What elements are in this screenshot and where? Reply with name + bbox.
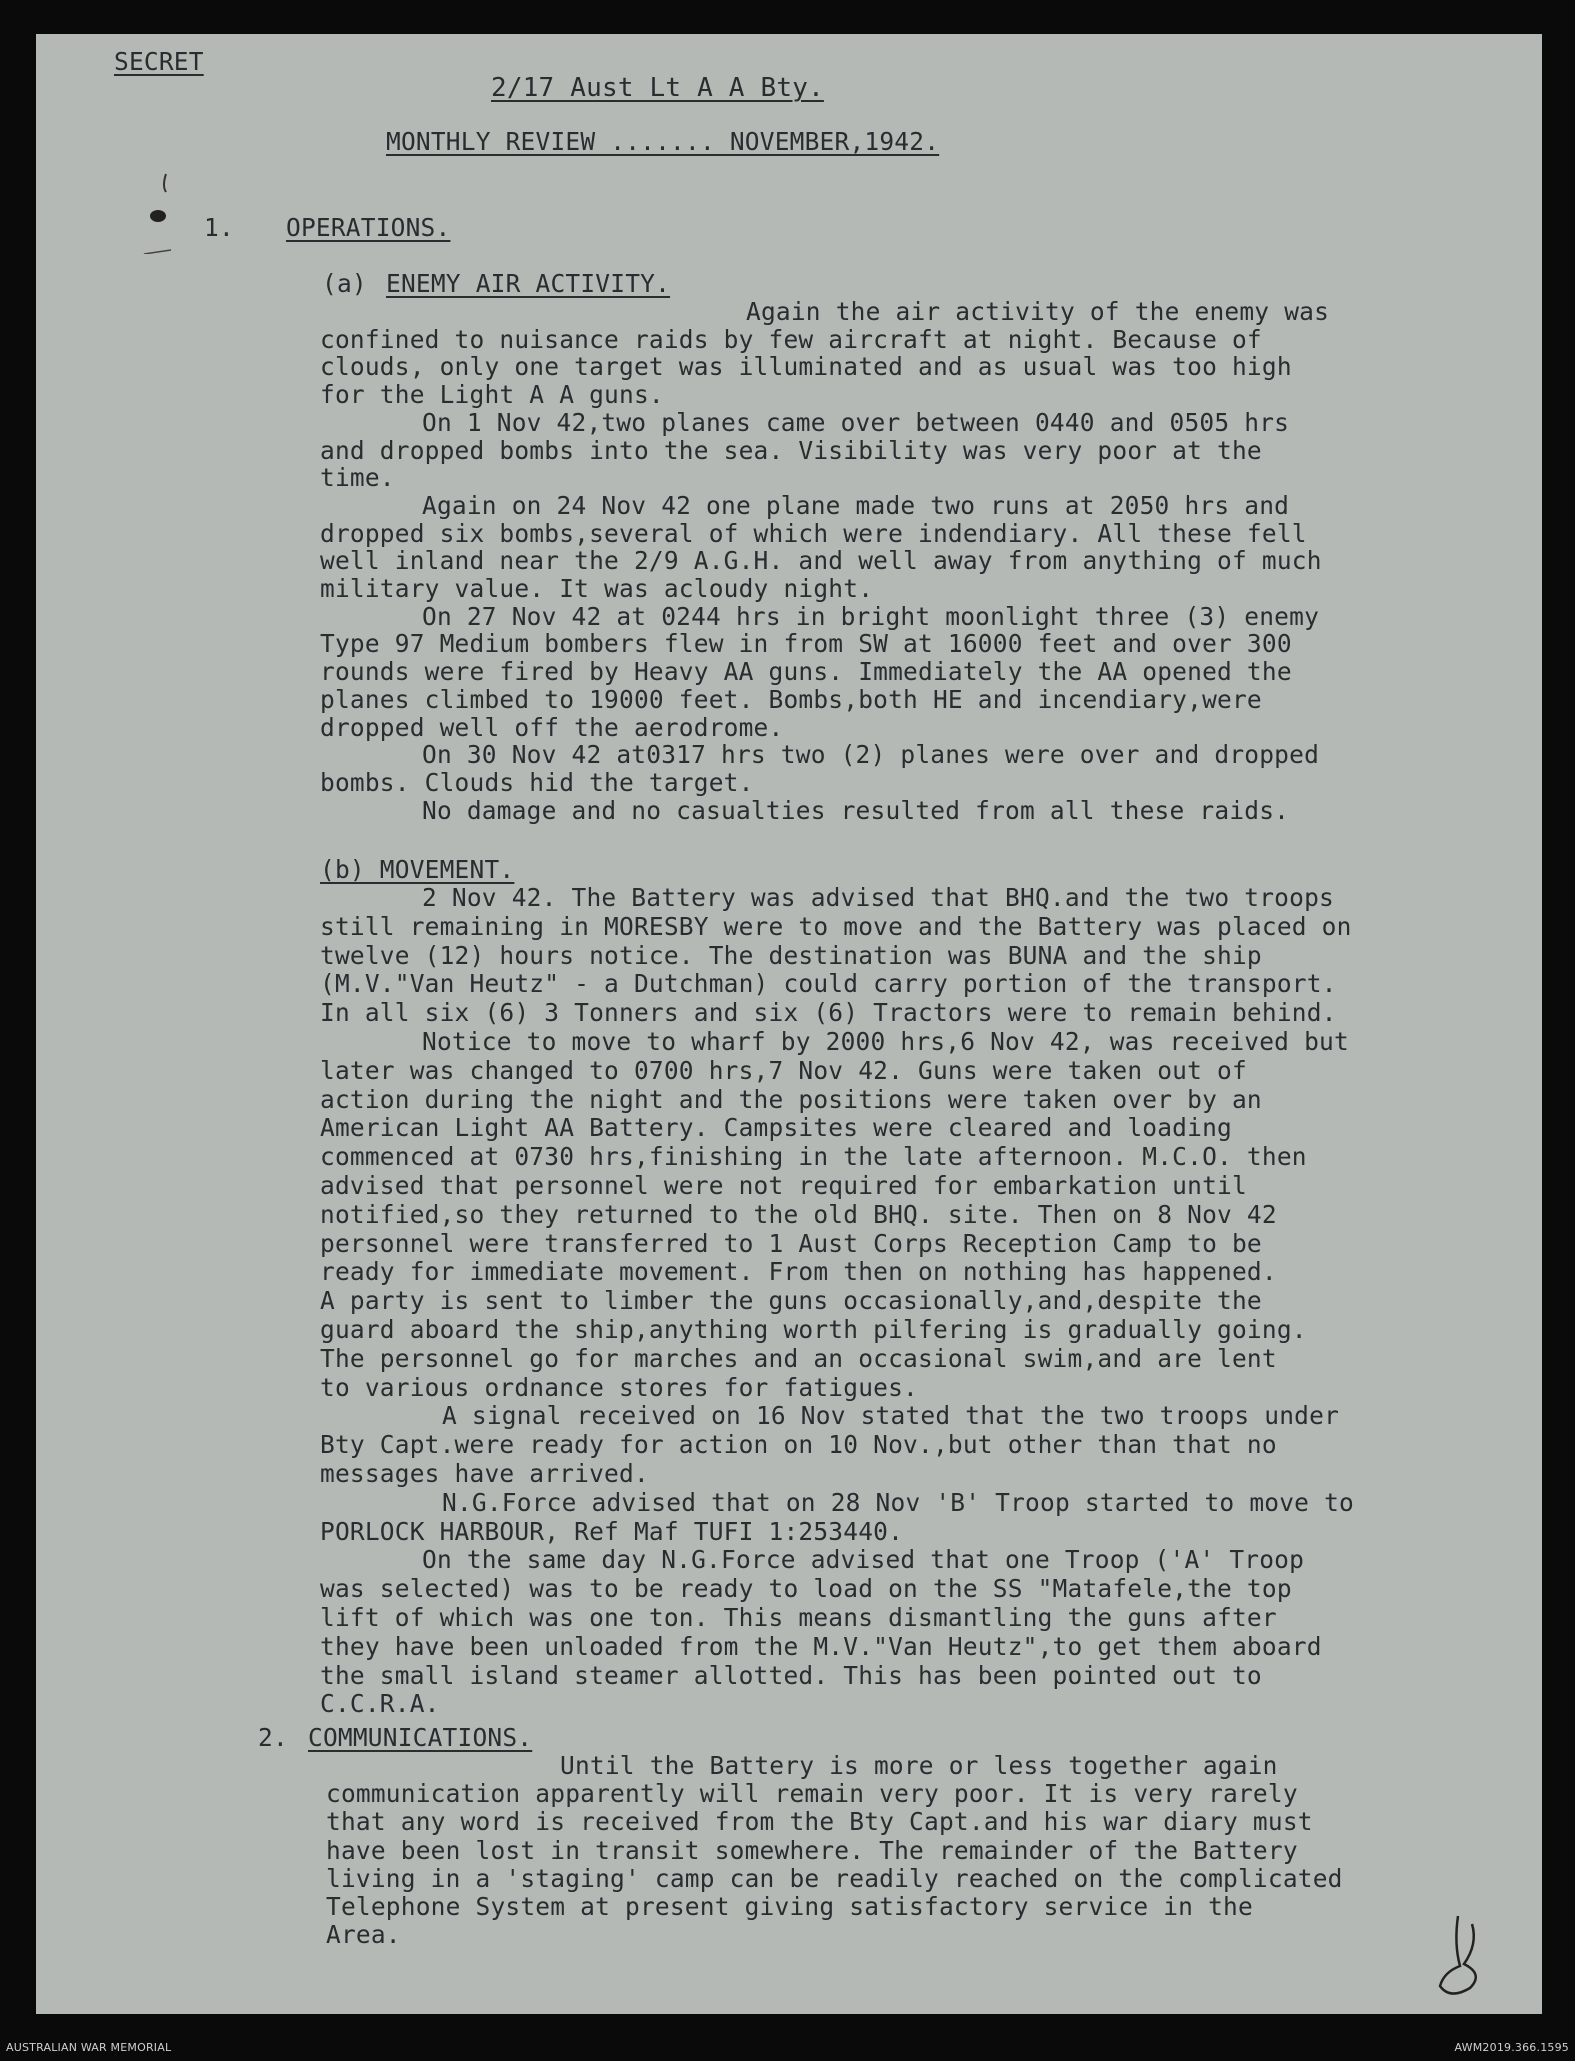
- body-text-line: Again the air activity of the enemy was: [746, 297, 1330, 326]
- body-text-line: In all six (6) 3 Tonners and six (6) Tractors were to remain behind.: [320, 998, 1337, 1028]
- body-text-line: the small island steamer allotted. This has been pointed out to: [320, 1660, 1262, 1690]
- body-text-line: On the same day N.G.Force advised that one Troop ('A' Troop: [422, 1545, 1305, 1575]
- body-text-line: (M.V."Van Heutz" - a Dutchman) could carry portion of the transport.: [320, 969, 1337, 999]
- document-title: 2/17 Aust Lt A A Bty.: [491, 73, 824, 103]
- body-text-line: C.C.R.A.: [320, 1689, 440, 1719]
- body-text-line: twelve (12) hours notice. The destination was BUNA and the ship: [320, 940, 1262, 970]
- body-text-line: Telephone System at present giving satisfactory service in the: [326, 1892, 1253, 1921]
- body-text-line: to various ordnance stores for fatigues.: [320, 1372, 919, 1402]
- body-text-line: action during the night and the positions were taken over by an: [320, 1084, 1262, 1114]
- body-text-line: was selected) was to be ready to load on the SS "Matafele,the top: [320, 1574, 1292, 1604]
- body-text-line: A party is sent to limber the guns occasionally,and,despite the: [320, 1286, 1262, 1316]
- body-text-line: 2 Nov 42. The Battery was advised that BHQ.and the two troops: [422, 883, 1334, 912]
- body-text-line: rounds were fired by Heavy AA guns. Immediately the AA opened the: [320, 657, 1292, 687]
- body-text-line: bombs. Clouds hid the target.: [320, 767, 754, 797]
- body-text-line: notified,so they returned to the old BHQ. site. Then on 8 Nov 42: [320, 1199, 1277, 1229]
- body-text-line: that any word is received from the Bty Capt.and his war diary must: [326, 1807, 1313, 1837]
- body-text-line: time.: [320, 463, 395, 493]
- subsection-a-heading: ENEMY AIR ACTIVITY.: [386, 269, 671, 298]
- body-text-line: On 27 Nov 42 at 0244 hrs in bright moonlight three (3) enemy: [422, 601, 1320, 631]
- body-text-line: advised that personnel were not required for embarkation until: [320, 1171, 1247, 1200]
- section-2-heading: COMMUNICATIONS.: [308, 1723, 533, 1752]
- body-text-line: Area.: [326, 1920, 401, 1950]
- body-text-line: commenced at 0730 hrs,finishing in the late afternoon. M.C.O. then: [320, 1142, 1307, 1172]
- subsection-b-heading: (b) MOVEMENT.: [320, 855, 515, 884]
- body-text-line: On 30 Nov 42 at0317 hrs two (2) planes were over and dropped: [422, 740, 1320, 770]
- body-text-line: have been lost in transit somewhere. The remainder of the Battery: [326, 1835, 1298, 1865]
- margin-pencil-marks: [96, 134, 266, 254]
- subsection-a-label: (a): [322, 269, 367, 298]
- body-text-line: personnel were transferred to 1 Aust Corps Reception Camp to be: [320, 1228, 1262, 1258]
- body-text-line: messages have arrived.: [320, 1459, 649, 1488]
- body-text-line: military value. It was acloudy night.: [320, 574, 874, 603]
- body-text-line: still remaining in MORESBY were to move and the Battery was placed on: [320, 911, 1352, 941]
- body-text-line: PORLOCK HARBOUR, Ref Maf TUFI 1:253440.: [320, 1516, 904, 1546]
- body-text-line: ready for immediate movement. From then on nothing has happened.: [320, 1257, 1277, 1287]
- document-page: [36, 34, 1542, 2014]
- document-subtitle: MONTHLY REVIEW ....... NOVEMBER,1942.: [386, 127, 940, 156]
- body-text-line: clouds, only one target was illuminated and as usual was too high: [320, 352, 1292, 382]
- classification-label: SECRET: [114, 47, 204, 76]
- section-2-number: 2.: [258, 1723, 288, 1752]
- body-text-line: A signal received on 16 Nov stated that the two troops under: [442, 1401, 1340, 1431]
- footer-reference: AWM2019.366.1595: [1454, 2041, 1569, 2054]
- section-1-heading: OPERATIONS.: [286, 213, 451, 242]
- body-text-line: Until the Battery is more or less together again: [560, 1751, 1278, 1780]
- body-text-line: guard aboard the ship,anything worth pilfering is gradually going.: [320, 1315, 1307, 1344]
- body-text-line: confined to nuisance raids by few aircraft at night. Because of: [320, 324, 1262, 354]
- body-text-line: Again on 24 Nov 42 one plane made two runs at 2050 hrs and: [422, 490, 1290, 520]
- body-text-line: No damage and no casualties resulted from all these raids.: [422, 795, 1290, 825]
- body-text-line: planes climbed to 19000 feet. Bombs,both HE and incendiary,were: [320, 684, 1262, 714]
- body-text-line: N.G.Force advised that on 28 Nov 'B' Troop started to move to: [442, 1487, 1354, 1517]
- body-text-line: communication apparently will remain very poor. It is very rarely: [326, 1779, 1298, 1809]
- body-text-line: Type 97 Medium bombers flew in from SW at 16000 feet and over 300: [320, 629, 1292, 659]
- section-1-number: 1.: [204, 213, 234, 242]
- body-text-line: later was changed to 0700 hrs,7 Nov 42. Guns were taken out of: [320, 1055, 1247, 1085]
- body-text-line: American Light AA Battery. Campsites were cleared and loading: [320, 1113, 1232, 1143]
- body-text-line: Bty Capt.were ready for action on 10 Nov.,but other than that no: [320, 1430, 1277, 1460]
- body-text-line: for the Light A A guns.: [320, 380, 664, 410]
- body-text-line: they have been unloaded from the M.V."Van Heutz",to get them aboard: [320, 1631, 1322, 1661]
- body-text-line: living in a 'staging' camp can be readily reached on the complicated: [326, 1863, 1343, 1893]
- body-text-line: well inland near the 2/9 A.G.H. and well away from anything of much: [320, 546, 1322, 576]
- body-text-line: Notice to move to wharf by 2000 hrs,6 Nov 42, was received but: [422, 1027, 1349, 1056]
- handwritten-initial-mark: [1428, 1904, 1508, 2004]
- body-text-line: On 1 Nov 42,two planes came over between 0440 and 0505 hrs: [422, 407, 1290, 437]
- body-text-line: dropped well off the aerodrome.: [320, 712, 784, 742]
- body-text-line: lift of which was one ton. This means dismantling the guns after: [320, 1603, 1277, 1632]
- body-text-line: dropped six bombs,several of which were indendiary. All these fell: [320, 518, 1307, 548]
- footer-institution: AUSTRALIAN WAR MEMORIAL: [6, 2041, 172, 2054]
- body-text-line: The personnel go for marches and an occasional swim,and are lent: [320, 1343, 1277, 1373]
- body-text-line: and dropped bombs into the sea. Visibility was very poor at the: [320, 435, 1262, 465]
